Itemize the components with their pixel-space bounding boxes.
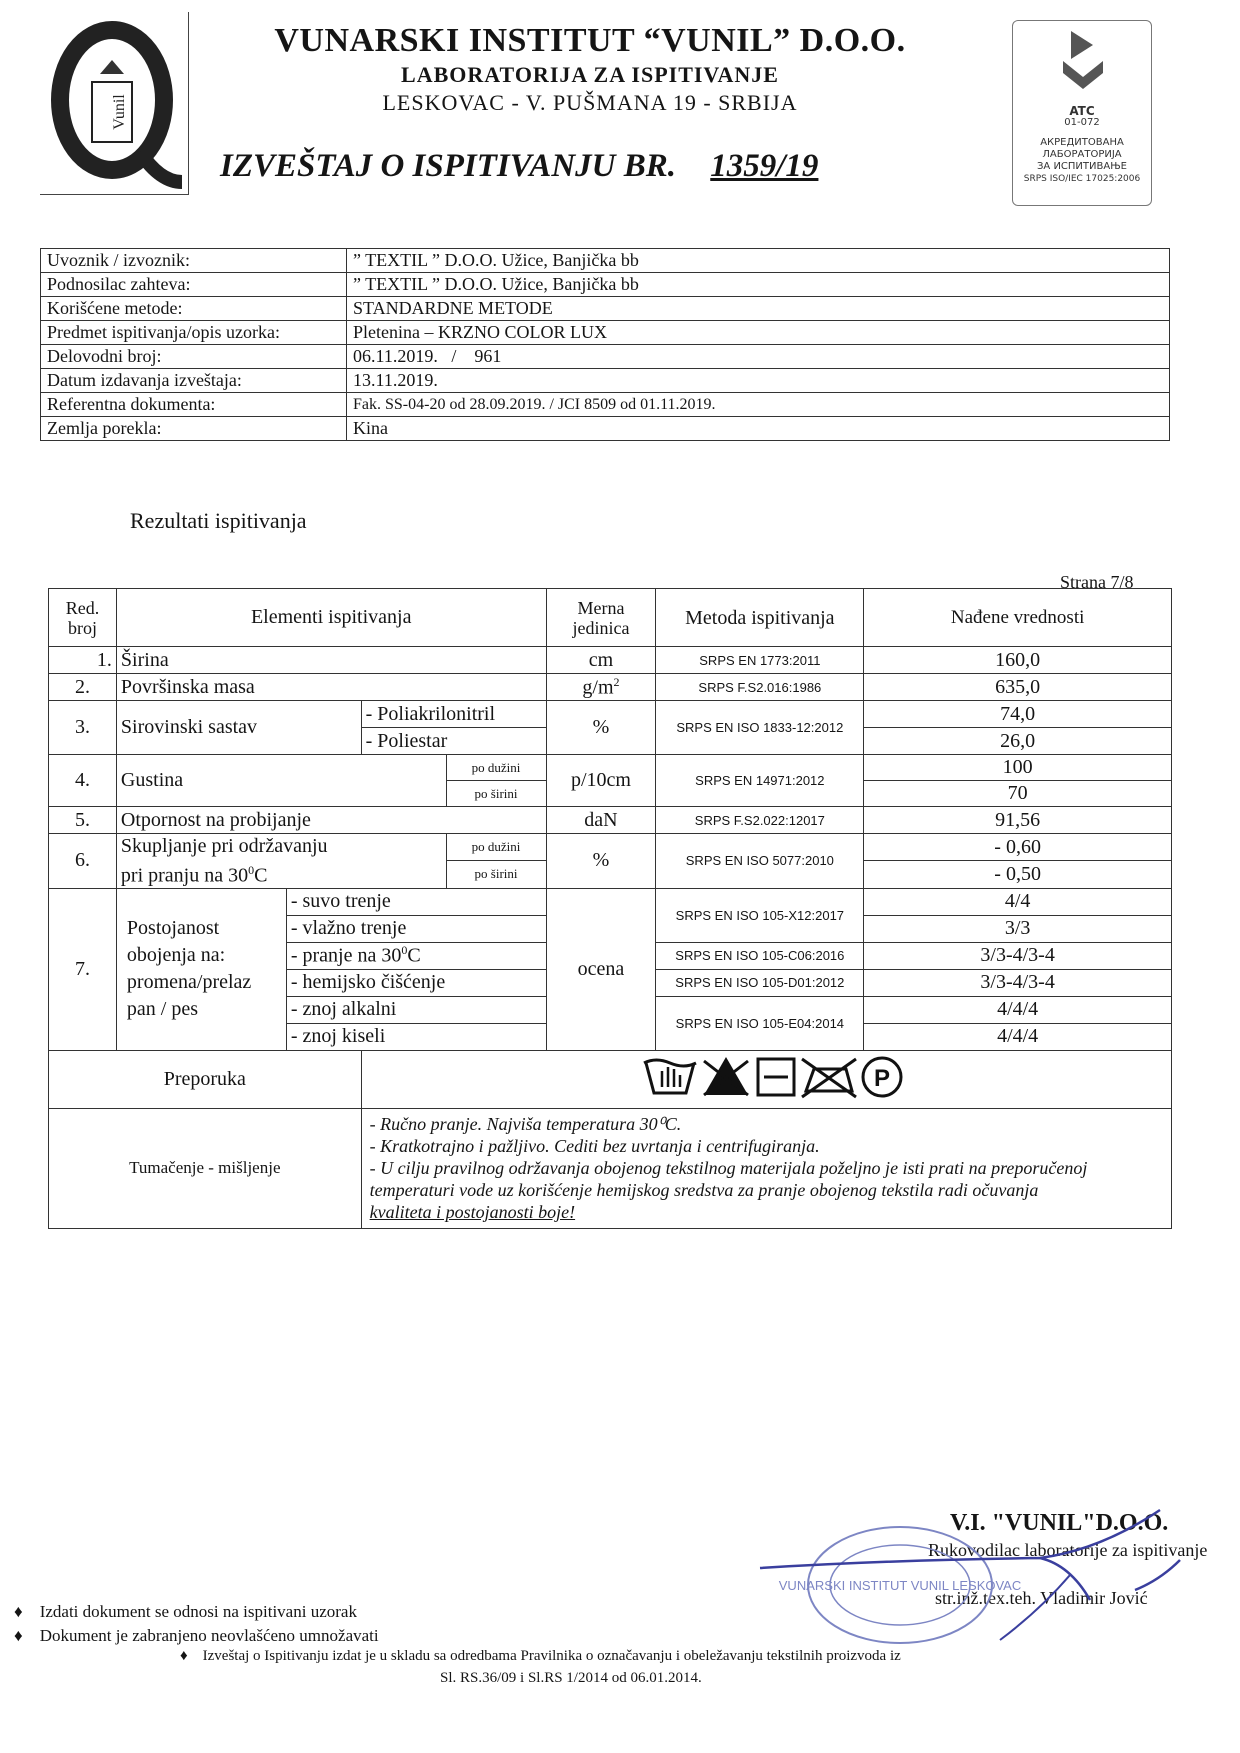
handwritten-signature — [740, 1490, 1220, 1650]
svg-text:P: P — [873, 1065, 890, 1093]
info-label: Referentna dokumenta: — [41, 393, 347, 417]
info-value: STANDARDNE METODE — [347, 297, 1170, 321]
table-row — [49, 807, 1172, 834]
table-row — [49, 701, 1172, 728]
dry-clean-p-icon — [863, 1058, 901, 1096]
atc-number: 01-072 — [1064, 117, 1100, 128]
info-value: Pletenina – KRZNO COLOR LUX — [347, 321, 1170, 345]
row-sub: - znoj alkalni — [286, 996, 546, 1023]
row-value: - 0,60 — [864, 834, 1172, 861]
info-value: ” TEXTIL ” D.O.O. Užice, Banjička bb — [347, 249, 1170, 273]
row-sub: po širini — [446, 861, 546, 888]
row-value: 70 — [864, 781, 1172, 807]
row-unit: % — [546, 834, 656, 889]
col-header-element: Elementi ispitivanja — [116, 589, 546, 647]
institute-name: VUNARSKI INSTITUT “VUNIL” D.O.O. — [274, 22, 906, 59]
institute-logo — [40, 12, 189, 195]
interpretation-line: kvaliteta i postojanosti boje! — [369, 1202, 576, 1223]
hand-wash-icon — [644, 1060, 696, 1093]
stamp-text: VUNARSKI INSTITUT VUNIL LESKOVAC — [778, 1578, 1022, 1593]
row-method: SRPS EN 1773:2011 — [656, 647, 864, 674]
row-element — [116, 834, 446, 889]
row-sub: - Poliestar — [361, 728, 546, 755]
table-row — [49, 755, 1172, 781]
row-element: Otpornost na probijanje — [116, 807, 546, 834]
row-sub: - vlažno trenje — [286, 915, 546, 942]
row-unit: % — [546, 701, 656, 755]
info-value: 06.11.2019. / 961 — [347, 345, 1170, 369]
info-row — [41, 321, 1170, 345]
footnote-text: Izdati dokument se odnosi na ispitivani uzorak — [39, 1602, 357, 1621]
row-value: 91,56 — [864, 807, 1172, 834]
row-value: 3/3-4/3-4 — [864, 969, 1172, 996]
row-no: 5. — [49, 807, 117, 834]
info-label: Datum izdavanja izveštaja: — [41, 369, 347, 393]
interpretation-label: Tumačenje - mišljenje — [49, 1108, 362, 1228]
row-element-line: obojenja na: — [126, 944, 226, 967]
col-header-value: Nađene vrednosti — [864, 589, 1172, 647]
info-label: Podnosilac zahteva: — [41, 273, 347, 297]
col-header-no: Red. broj — [49, 589, 117, 647]
row-method: SRPS EN 14971:2012 — [656, 755, 864, 807]
table-row — [49, 888, 1172, 915]
info-value: 13.11.2019. — [347, 369, 1170, 393]
row-unit: p/10cm — [546, 755, 656, 807]
footnote-text: Dokument je zabranjeno neovlašćeno umnožavati — [39, 1626, 379, 1645]
recommendation-label: Preporuka — [49, 1050, 362, 1108]
footnote-line2: Sl. RS.36/09 i Sl.RS 1/2014 od 06.01.2014. — [440, 1670, 702, 1686]
tumble-dry-icon — [758, 1059, 794, 1095]
row-value: 100 — [864, 755, 1172, 781]
row-no: 1. — [49, 647, 117, 674]
results-table — [48, 588, 1172, 1229]
interpretation-text — [361, 1108, 1171, 1228]
institute-address: LESKOVAC - V. PUŠMANA 19 - SRBIJA — [382, 90, 798, 115]
row-value: 4/4/4 — [864, 996, 1172, 1023]
footnote: ♦ Dokument je zabranjeno neovlašćeno umnožavati — [14, 1626, 379, 1645]
row-sub: - znoj kiseli — [286, 1023, 546, 1050]
row-unit: ocena — [546, 888, 656, 1050]
info-row — [41, 369, 1170, 393]
row-unit: cm — [546, 647, 656, 674]
report-number: 1359/19 — [710, 148, 819, 184]
row-sub: po dužini — [446, 755, 546, 781]
row-value: 3/3 — [864, 915, 1172, 942]
info-label: Predmet ispitivanja/opis uzorka: — [41, 321, 347, 345]
row-value: 635,0 — [864, 674, 1172, 701]
row-sub: po širini — [446, 781, 546, 807]
row-unit — [546, 674, 656, 701]
atc-line1: АКРЕДИТОВАНА — [1040, 137, 1124, 148]
atc-logo-icon — [1013, 21, 1151, 101]
info-row — [41, 417, 1170, 441]
row-value: 4/4/4 — [864, 1023, 1172, 1050]
row-element — [116, 888, 286, 1050]
row-sub: - suvo trenje — [286, 888, 546, 915]
info-value: Fak. SS-04-20 od 28.09.2019. / JCI 8509 od 01.11.2019. — [347, 393, 1170, 417]
info-value: Kina — [347, 417, 1170, 441]
row-method: SRPS F.S2.022:12017 — [656, 807, 864, 834]
row-element-line1: Skupljanje pri održavanju — [120, 835, 328, 857]
accreditation-badge — [1012, 20, 1152, 206]
info-row — [41, 249, 1170, 273]
row-sub: - hemijsko čišćenje — [286, 969, 546, 996]
interpretation-row — [49, 1108, 1172, 1228]
row-no: 3. — [49, 701, 117, 755]
temp-text: pri pranju na 30 — [120, 864, 249, 887]
atc-code: ATC — [1069, 104, 1095, 118]
row-value: 160,0 — [864, 647, 1172, 674]
table-row — [49, 834, 1172, 861]
row-sub: po dužini — [446, 834, 546, 861]
table-row — [49, 674, 1172, 701]
row-method: SRPS EN ISO 105-E04:2014 — [656, 996, 864, 1050]
signature-company: V.I. "VUNIL"D.O.O. — [950, 1510, 1169, 1536]
atc-standard: SRPS ISO/IEC 17025:2006 — [1023, 174, 1141, 184]
row-no: 6. — [49, 834, 117, 889]
temp-unit: C — [254, 864, 268, 887]
laboratory-name: LABORATORIJA ZA ISPITIVANJE — [401, 62, 779, 87]
row-no: 2. — [49, 674, 117, 701]
row-method: SRPS EN ISO 5077:2010 — [656, 834, 864, 889]
unit-text: g/m — [582, 676, 614, 699]
recommendation-row — [49, 1050, 1172, 1108]
info-label: Korišćene metode: — [41, 297, 347, 321]
info-label: Zemlja porekla: — [41, 417, 347, 441]
row-element-line: Postojanost — [126, 917, 220, 940]
row-sub: - Poliakrilonitril — [361, 701, 546, 728]
results-heading: Rezultati ispitivanja — [130, 508, 307, 533]
row-method: SRPS F.S2.016:1986 — [656, 674, 864, 701]
row-element: Gustina — [116, 755, 446, 807]
info-value: ” TEXTIL ” D.O.O. Užice, Banjička bb — [347, 273, 1170, 297]
table-row — [49, 647, 1172, 674]
care-symbols — [361, 1050, 1171, 1108]
sub-unit: C — [407, 944, 421, 967]
footnote-text: Izveštaj o Ispitivanju izdat je u skladu sa odredbama Pravilnika o označavanju i obeležavanju tekstilnih proizvoda iz — [202, 1648, 901, 1664]
page-number: Strana 7/8 — [1060, 572, 1134, 592]
report-title-prefix: IZVEŠTAJ O ISPITIVANJU BR. — [220, 148, 677, 184]
info-row — [41, 297, 1170, 321]
row-element-line: pan / pes — [126, 998, 199, 1021]
row-element: Širina — [116, 647, 546, 674]
interpretation-line: - Ručno pranje. Najviša temperatura 30⁰C. — [369, 1114, 682, 1135]
row-element-line: promena/prelaz — [126, 971, 252, 994]
row-method: SRPS EN ISO 105-X12:2017 — [656, 888, 864, 942]
sub-sup: 0 — [401, 943, 408, 958]
row-value: 74,0 — [864, 701, 1172, 728]
row-unit: daN — [546, 807, 656, 834]
no-iron-icon — [802, 1059, 856, 1097]
footnote: ♦ Izdati dokument se odnosi na ispitivani uzorak — [14, 1602, 357, 1621]
row-no: 4. — [49, 755, 117, 807]
row-element: Površinska masa — [116, 674, 546, 701]
sub-text: - pranje na 30 — [290, 944, 402, 967]
row-element: Sirovinski sastav — [116, 701, 361, 755]
report-title — [220, 148, 980, 185]
atc-line3: ЗА ИСПИТИВАЊЕ — [1037, 161, 1127, 172]
row-value: - 0,50 — [864, 861, 1172, 888]
temp-sup: 0 — [248, 863, 255, 877]
interpretation-line: - Kratkotrajno i pažljivo. Cediti bez uvrtanja i centrifugiranja. — [369, 1136, 820, 1157]
row-sub — [286, 942, 546, 969]
col-header-unit: Merna jedinica — [546, 589, 656, 647]
unit-sup: 2 — [613, 674, 620, 689]
interpretation-line: temperaturi vode uz korišćenje hemijskog sredstva za pranje obojenog tekstila radi očuvanja — [369, 1180, 1039, 1201]
no-bleach-icon — [704, 1057, 748, 1095]
footnote: ♦ Izveštaj o Ispitivanju izdat je u skladu sa odredbama Pravilnika o označavanju i obeležavanju tekstilnih proizvoda iz — [180, 1648, 901, 1664]
interpretation-line: - U cilju pravilnog održavanja obojenog tekstilnog materijala poželjno je isti prati na preporučenoj — [369, 1158, 1088, 1179]
row-no: 7. — [49, 888, 117, 1050]
row-element-line2 — [121, 858, 442, 888]
logo-text: Vunil — [111, 94, 128, 130]
row-method: SRPS EN ISO 105-D01:2012 — [656, 969, 864, 996]
info-row — [41, 273, 1170, 297]
info-row — [41, 393, 1170, 417]
signature-role: Rukovodilac laboratorije za ispitivanje — [928, 1540, 1208, 1560]
row-value: 26,0 — [864, 728, 1172, 755]
col-header-method: Metoda ispitivanja — [656, 589, 864, 647]
sample-info-table — [40, 248, 1170, 441]
row-method: SRPS EN ISO 1833-12:2012 — [656, 701, 864, 755]
table-header-row — [49, 589, 1172, 647]
row-value: 4/4 — [864, 888, 1172, 915]
signature-name: str.inž.tex.teh. Vladimir Jović — [935, 1588, 1148, 1608]
atc-line2: ЛАБОРАТОРИЈА — [1042, 149, 1122, 160]
info-label: Uvoznik / izvoznik: — [41, 249, 347, 273]
info-label: Delovodni broj: — [41, 345, 347, 369]
row-method: SRPS EN ISO 105-C06:2016 — [656, 942, 864, 969]
info-row — [41, 345, 1170, 369]
row-value: 3/3-4/3-4 — [864, 942, 1172, 969]
